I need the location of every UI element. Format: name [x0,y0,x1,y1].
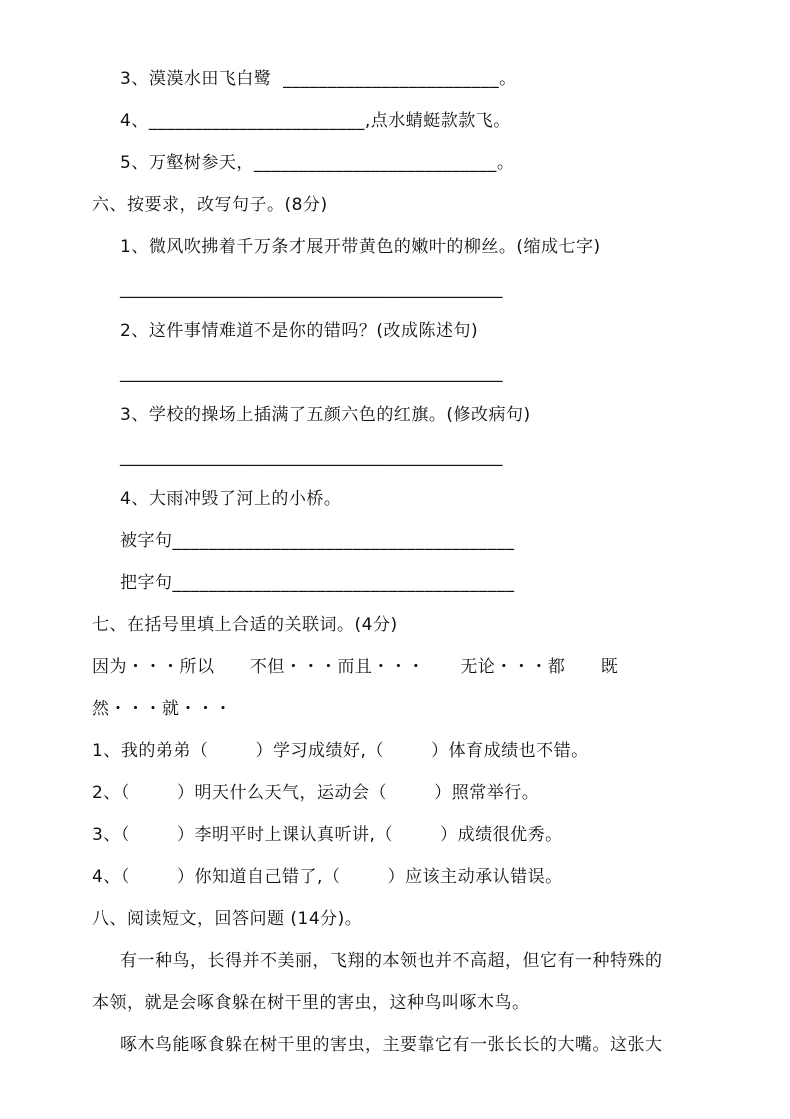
l02: 4、________________________,点水蜻蜓款款飞。 [120,111,511,131]
l09: 3、学校的操场上插满了五颜六色的红旗。(修改病句) [120,405,531,425]
l10: _____________________________________________ [120,447,503,467]
l16: 然・・・就・・・ [92,699,232,719]
l03: 5、万壑树参天，___________________________。 [120,153,515,173]
l15: 因为・・・所以 不但・・・而且・・・ 无论・・・都 既 [92,657,619,677]
l20: 4、（ ）你知道自己错了,（ ）应该主动承认错误。 [92,867,563,887]
l22: 有一种鸟，长得并不美丽，飞翔的本领也并不高超，但它有一种特殊的 [120,951,663,971]
l05: 1、微风吹拂着千万条才展开带黄色的嫩叶的柳丝。(缩成七字) [120,237,601,257]
l01: 3、漠漠水田飞白鹭 ________________________。 [120,69,517,89]
l19: 3、（ ）李明平时上课认真听讲,（ ）成绩很优秀。 [92,825,563,845]
l14: 七、在括号里填上合适的关联词。(4分) [92,615,398,635]
l04: 六、按要求，改写句子。(8分) [92,195,328,215]
l07: 2、这件事情难道不是你的错吗？(改成陈述句) [120,321,479,341]
l21: 八、阅读短文，回答问题 (14分)。 [92,909,363,929]
l17: 1、我的弟弟（ ）学习成绩好,（ ）体育成绩也不错。 [92,741,589,761]
l18: 2、（ ）明天什么天气，运动会（ ）照常举行。 [92,783,540,803]
l12: 被字句______________________________________ [120,531,515,551]
l06: _____________________________________________ [120,279,503,299]
l08: _____________________________________________ [120,363,503,383]
l23: 本领，就是会啄食躲在树干里的害虫，这种鸟叫啄木鸟。 [92,993,530,1013]
l13: 把字句______________________________________ [120,573,515,593]
l11: 4、大雨冲毁了河上的小桥。 [120,489,342,509]
l24: 啄木鸟能啄食躲在树干里的害虫，主要靠它有一张长长的大嘴。这张大 [120,1035,663,1055]
